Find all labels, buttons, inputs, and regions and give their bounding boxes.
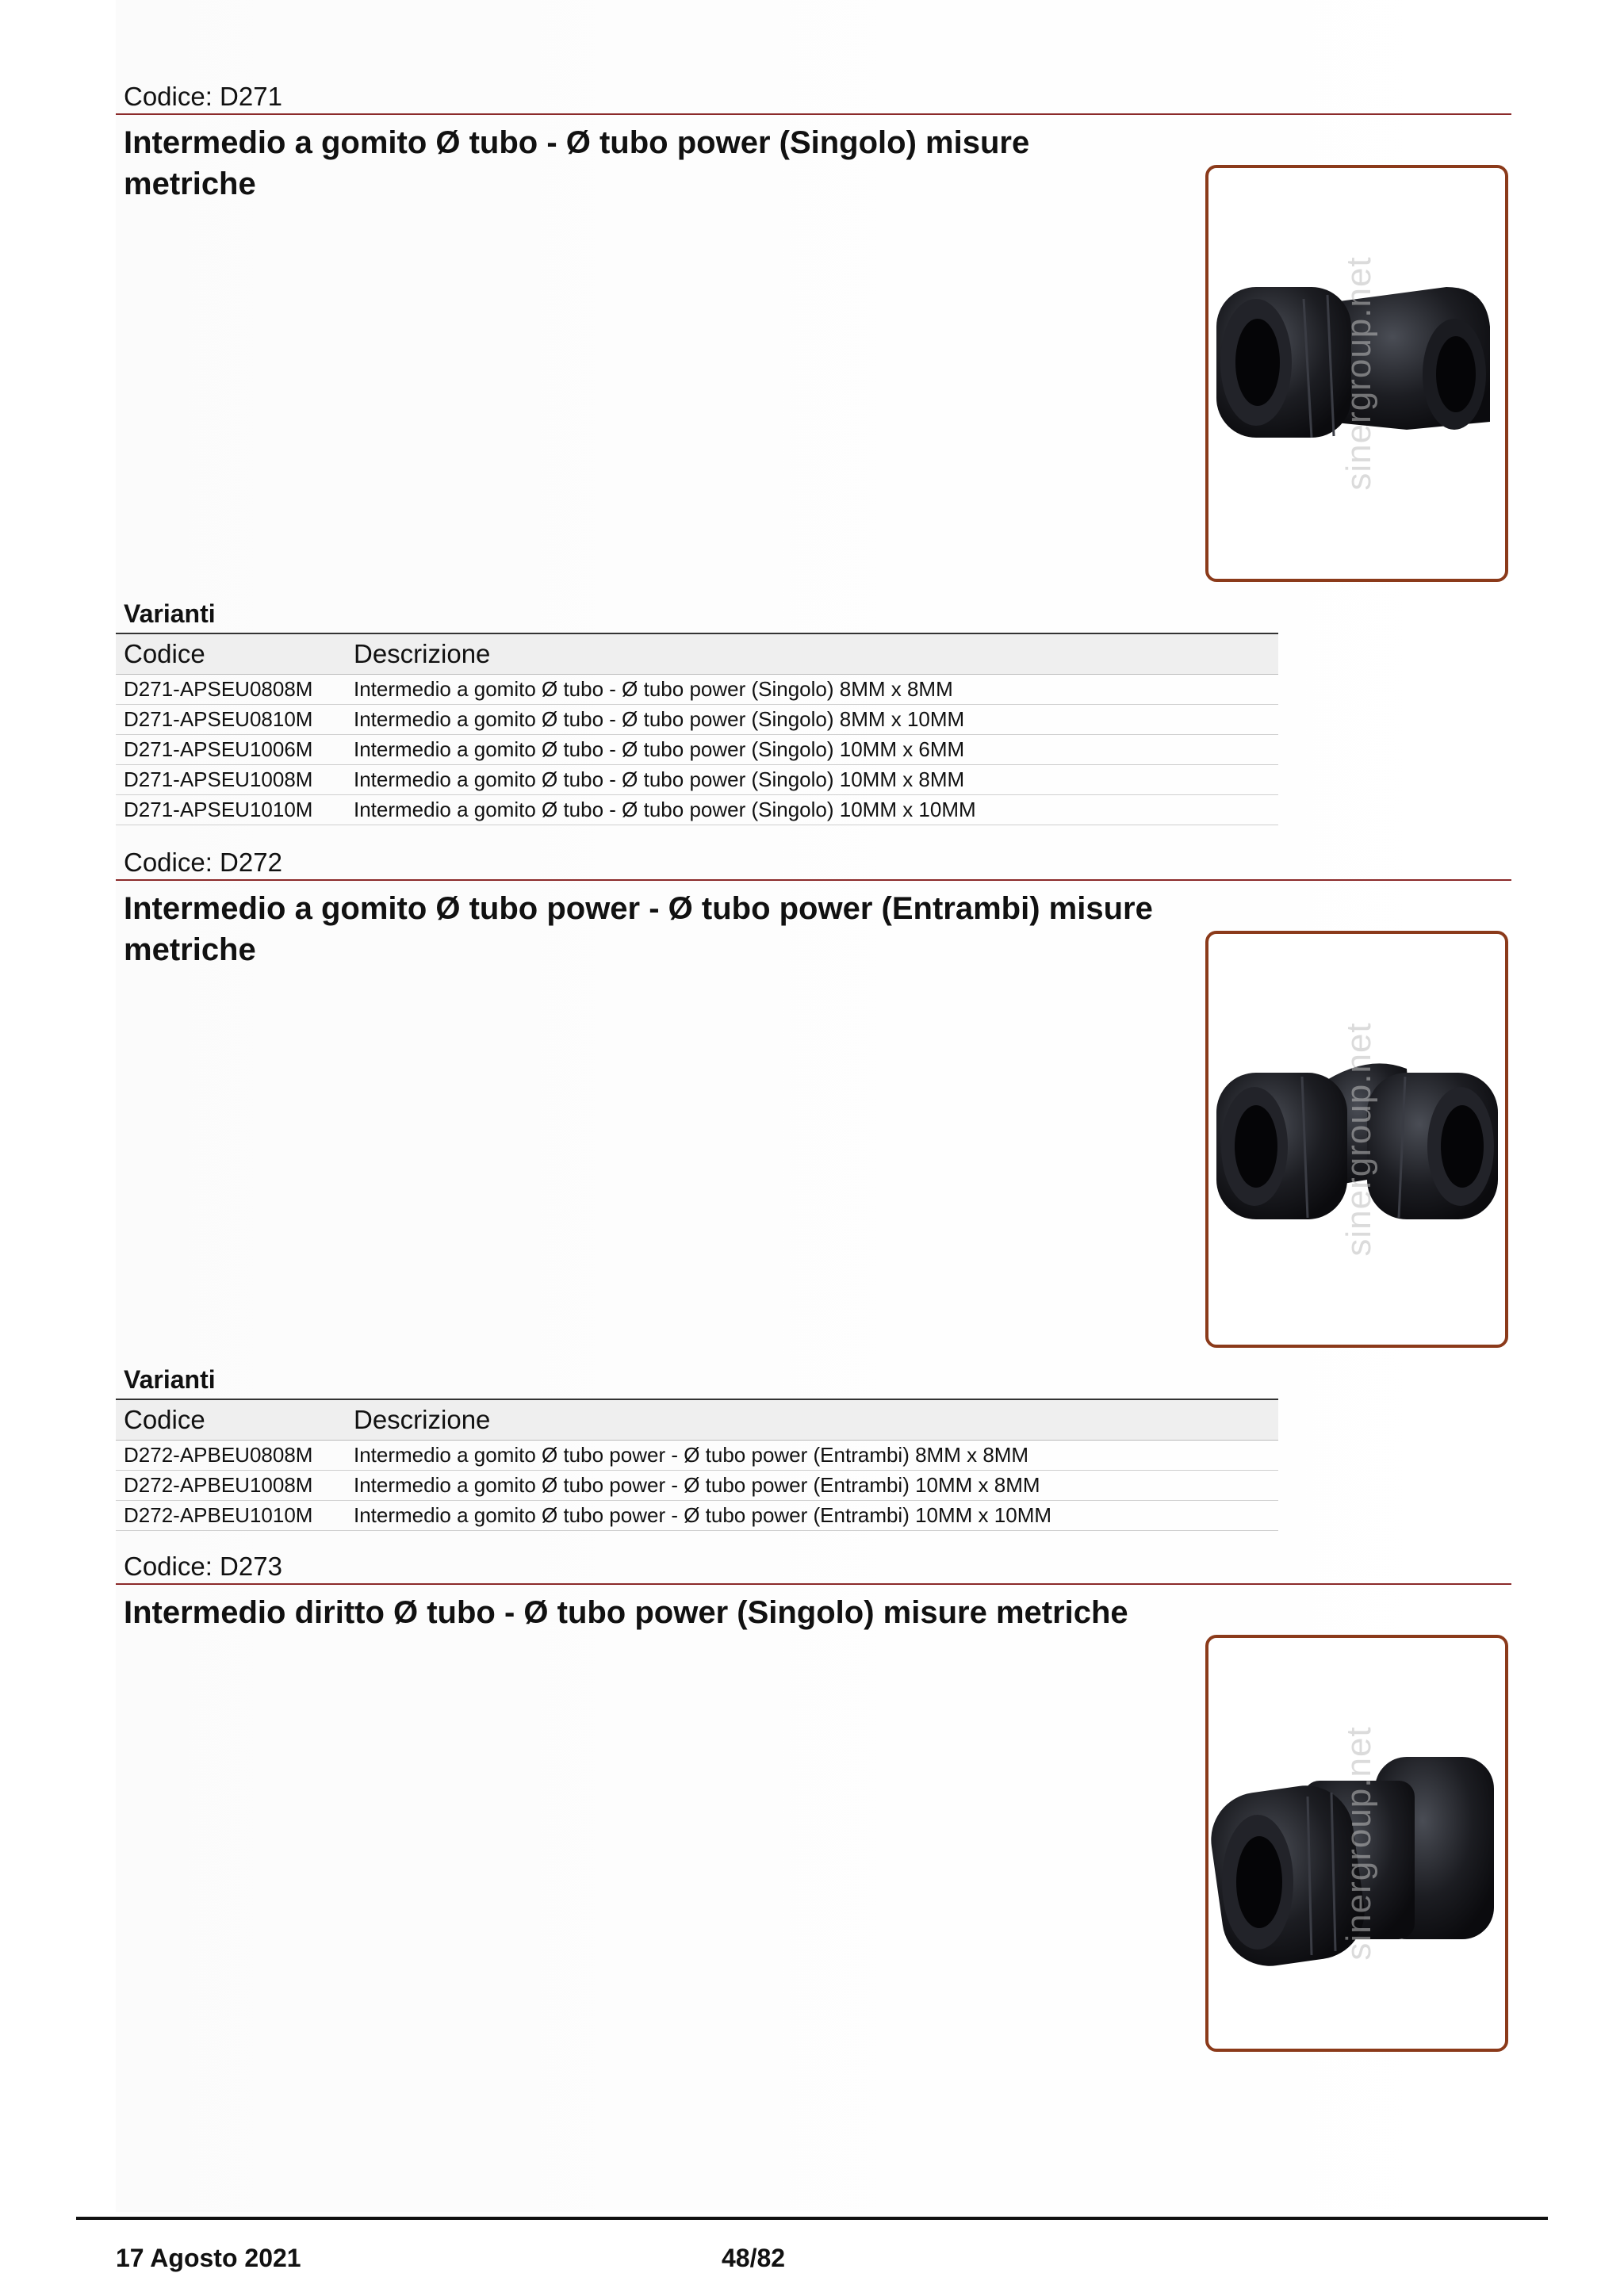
variant-description: Intermedio a gomito Ø tubo power - Ø tubo power (Entrambi) 10MM x 10MM <box>346 1501 1278 1531</box>
product-section-d272 <box>116 847 1511 1560</box>
product-photo <box>1205 1635 1508 2052</box>
variant-code: D271-APSEU0810M <box>116 705 346 735</box>
variant-code: D272-APBEU0808M <box>116 1441 346 1471</box>
table-row <box>116 1471 1278 1501</box>
table-row <box>116 795 1278 825</box>
variant-description: Intermedio a gomito Ø tubo power - Ø tubo power (Entrambi) 8MM x 8MM <box>346 1441 1278 1471</box>
table-row <box>116 735 1278 765</box>
variant-code: D271-APSEU0808M <box>116 675 346 705</box>
variant-description: Intermedio a gomito Ø tubo - Ø tubo power (Singolo) 10MM x 8MM <box>346 765 1278 795</box>
watermark: sinergroup.net <box>1339 256 1378 491</box>
variant-description: Intermedio a gomito Ø tubo - Ø tubo power (Singolo) 8MM x 8MM <box>346 675 1278 705</box>
product-code: Codice: D271 <box>124 82 282 111</box>
variant-code: D271-APSEU1010M <box>116 795 346 825</box>
variant-description: Intermedio a gomito Ø tubo - Ø tubo power (Singolo) 10MM x 6MM <box>346 735 1278 765</box>
code-divider <box>116 1583 1511 1585</box>
column-header-description: Descrizione <box>346 633 1278 675</box>
product-photo <box>1205 165 1508 582</box>
table-row <box>116 765 1278 795</box>
product-title: Intermedio a gomito Ø tubo - Ø tubo power (Singolo) misure metriche <box>124 125 1030 201</box>
product-title: Intermedio diritto Ø tubo - Ø tubo power (Singolo) misure metriche <box>124 1595 1128 1630</box>
variant-code: D272-APBEU1010M <box>116 1501 346 1531</box>
column-header-code: Codice <box>116 633 346 675</box>
column-header-code: Codice <box>116 1399 346 1441</box>
watermark: sinergroup.net <box>1339 1022 1378 1257</box>
footer-divider <box>76 2217 1548 2220</box>
variant-code: D271-APSEU1008M <box>116 765 346 795</box>
variant-description: Intermedio a gomito Ø tubo - Ø tubo power (Singolo) 10MM x 10MM <box>346 795 1278 825</box>
variant-description: Intermedio a gomito Ø tubo power - Ø tubo power (Entrambi) 10MM x 8MM <box>346 1471 1278 1501</box>
watermark: sinergroup.net <box>1339 1726 1378 1961</box>
variant-description: Intermedio a gomito Ø tubo - Ø tubo power (Singolo) 8MM x 10MM <box>346 705 1278 735</box>
table-header <box>116 633 1278 675</box>
variants-table <box>116 1399 1278 1531</box>
code-divider <box>116 113 1511 115</box>
column-header-description: Descrizione <box>346 1399 1278 1441</box>
page-number: 48/82 <box>722 2244 786 2272</box>
product-section-d271 <box>116 81 1511 842</box>
table-row <box>116 705 1278 735</box>
variant-code: D272-APBEU1008M <box>116 1471 346 1501</box>
variants-heading: Varianti <box>124 1365 216 1394</box>
table-row <box>116 1441 1278 1471</box>
variants-heading: Varianti <box>124 599 216 628</box>
table-row <box>116 1501 1278 1531</box>
product-section-d273 <box>116 1551 1511 2106</box>
table-row <box>116 675 1278 705</box>
variant-code: D271-APSEU1006M <box>116 735 346 765</box>
product-code: Codice: D273 <box>124 1552 282 1581</box>
product-code: Codice: D272 <box>124 848 282 877</box>
code-divider <box>116 879 1511 881</box>
product-photo <box>1205 931 1508 1348</box>
variants-table <box>116 633 1278 825</box>
product-title: Intermedio a gomito Ø tubo power - Ø tubo power (Entrambi) misure metriche <box>124 891 1153 967</box>
table-header <box>116 1399 1278 1441</box>
footer-date: 17 Agosto 2021 <box>116 2244 301 2272</box>
